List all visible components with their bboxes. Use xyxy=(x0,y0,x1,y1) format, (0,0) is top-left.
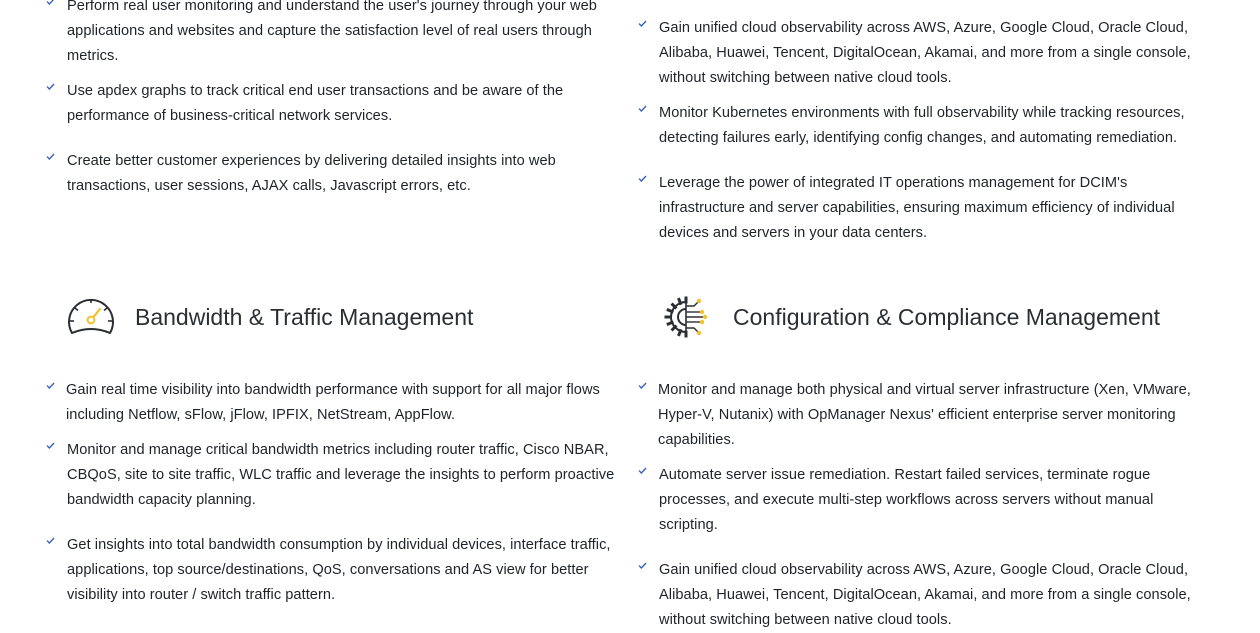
list-item xyxy=(638,558,1198,633)
check-icon xyxy=(46,0,67,14)
list-item xyxy=(46,79,626,129)
feature-text: Gain unified cloud observability across AWS, Azure, Google Cloud, Oracle Cloud, Alibaba, Huawei, Tencent, DigitalOcean, Akamai, and more from a single console, without switching between native cloud tools. xyxy=(659,20,1191,86)
list-item xyxy=(46,378,630,428)
list-item xyxy=(46,149,626,199)
check-icon xyxy=(46,533,67,553)
list-item xyxy=(46,438,630,513)
feature-text: Perform real user monitoring and understand the user's journey through your web applications and websites and capture the satisfaction level of real users through metrics. xyxy=(67,0,597,64)
list-item xyxy=(638,16,1198,91)
feature-text: Use apdex graphs to track critical end user transactions and be aware of the performance of business-critical network services. xyxy=(67,83,564,124)
check-icon xyxy=(638,378,658,398)
configuration-feature-list xyxy=(638,375,1198,628)
feature-text: Automate server issue remediation. Restart failed services, terminate rogue processes, and execute multi-step workflows across servers without manual scripting. xyxy=(659,467,1154,533)
configuration-heading xyxy=(660,294,1160,340)
feature-text: Leverage the power of integrated IT operations management for DCIM's infrastructure and server capabilities, ensuring maximum efficiency of individual devices and servers in your data centers. xyxy=(659,175,1175,241)
list-item xyxy=(46,0,626,69)
check-icon xyxy=(638,558,659,578)
list-item xyxy=(638,101,1198,151)
list-item xyxy=(638,378,1198,453)
feature-text: Monitor and manage both physical and virtual server infrastructure (Xen, VMware, Hyper-V, Nutanix) with OpManager Nexus' efficient enterprise server monitoring capabilities. xyxy=(658,382,1191,448)
section-title: Bandwidth & Traffic Management xyxy=(135,303,474,330)
check-icon xyxy=(638,16,659,36)
feature-text: Monitor and manage critical bandwidth metrics including router traffic, Cisco NBAR, CBQoS, site to site traffic, WLC traffic and leverage the insights to perform proactive bandwidth capacity planning. xyxy=(67,442,615,508)
speedometer-icon xyxy=(66,294,116,340)
bandwidth-feature-list xyxy=(46,375,630,603)
feature-text: Create better customer experiences by delivering detailed insights into web transactions, user sessions, AJAX calls, Javascript errors, etc. xyxy=(67,153,556,194)
feature-text: Gain unified cloud observability across AWS, Azure, Google Cloud, Oracle Cloud, Alibaba, Huawei, Tencent, DigitalOcean, Akamai, and more from a single console, without switching between native cloud tools. xyxy=(659,562,1191,628)
bandwidth-heading xyxy=(66,294,473,340)
check-icon xyxy=(638,101,659,121)
check-icon xyxy=(46,378,66,398)
gear-circuit-icon xyxy=(660,294,710,340)
check-icon xyxy=(638,171,659,191)
check-icon xyxy=(638,463,659,483)
cloud-feature-list xyxy=(638,0,1198,250)
check-icon xyxy=(46,438,67,458)
feature-text: Get insights into total bandwidth consumption by individual devices, interface traffic, applications, top source/destinations, QoS, conversations and AS view for better visibility into router / switch traffic pattern. xyxy=(67,537,611,603)
check-icon xyxy=(46,79,67,99)
feature-text: Monitor Kubernetes environments with full observability while tracking resources, detecting failures early, identifying config changes, and automating remediation. xyxy=(659,105,1185,146)
list-item xyxy=(638,171,1198,246)
rum-feature-list xyxy=(46,0,626,210)
check-icon xyxy=(46,149,67,169)
feature-text: Gain real time visibility into bandwidth performance with support for all major flows including Netflow, sFlow, jFlow, IPFIX, NetStream, AppFlow. xyxy=(66,382,600,423)
section-title: Configuration & Compliance Management xyxy=(733,303,1161,330)
list-item xyxy=(638,463,1198,538)
list-item xyxy=(46,533,630,608)
